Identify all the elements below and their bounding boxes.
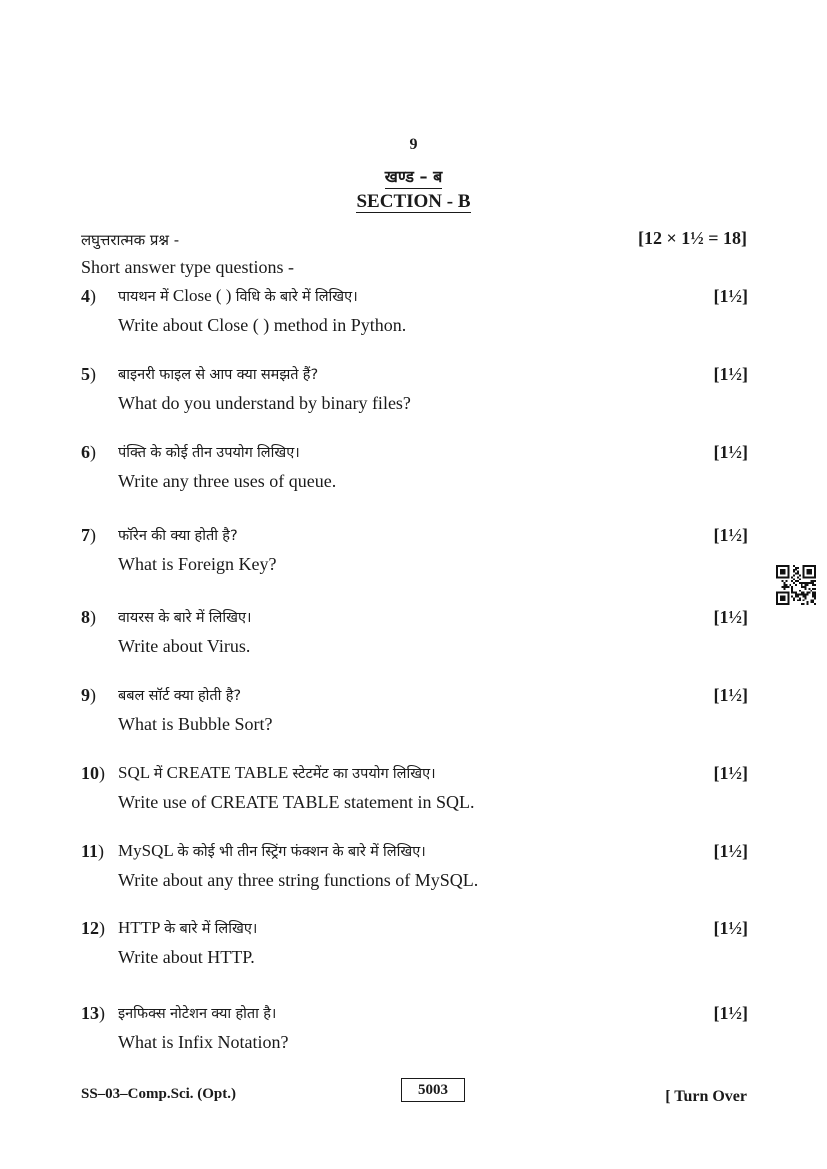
question-item	[81, 685, 748, 737]
question-number: 5)	[81, 364, 96, 384]
question-marks: [1½]	[713, 525, 748, 545]
question-text-hindi: बाइनरी फाइल से आप क्या समझते हैं?	[118, 367, 319, 383]
question-hindi-line	[81, 841, 748, 867]
question-item	[81, 525, 748, 577]
question-text-english: What is Infix Notation?	[118, 1032, 289, 1052]
paper-number-box: 5003	[401, 1078, 465, 1102]
section-title-text: SECTION - B	[356, 191, 471, 212]
question-type-hindi: लघुत्तरात्मक प्रश्न -	[81, 231, 180, 249]
question-number-value: 4	[81, 286, 90, 306]
question-number: 8)	[81, 607, 96, 627]
question-text-hindi: MySQL के कोई भी तीन स्ट्रिंग फंक्शन के बारे में लिखिए।	[118, 841, 426, 860]
question-marks: [1½]	[713, 286, 748, 306]
question-text-english: Write about Virus.	[118, 636, 251, 656]
question-item	[81, 1003, 748, 1055]
question-text-hindi: HTTP के बारे में लिखिए।	[118, 918, 258, 937]
section-title-hindi-text: खण्ड – ब	[385, 167, 443, 189]
question-item	[81, 918, 748, 970]
question-marks: [1½]	[713, 763, 748, 783]
question-type: Short answer type questions -	[81, 257, 294, 277]
question-text-english: What is Foreign Key?	[118, 554, 277, 574]
question-text-hindi: बबल सॉर्ट क्या होती है?	[118, 688, 242, 704]
section-marks: [12 × 1½ = 18]	[637, 228, 747, 248]
question-marks: [1½]	[713, 1003, 748, 1023]
question-hindi-line	[81, 442, 748, 468]
question-item	[81, 607, 748, 659]
question-number-value: 11	[81, 841, 99, 861]
question-item	[81, 763, 748, 815]
question-hindi-line	[81, 918, 748, 944]
question-marks: [1½]	[713, 364, 748, 384]
section-title	[0, 191, 827, 213]
question-number-value: 13	[81, 1003, 99, 1023]
question-marks: [1½]	[713, 442, 748, 462]
question-number: 11)	[81, 841, 105, 861]
turn-over: [ Turn Over	[665, 1088, 747, 1105]
question-marks: [1½]	[713, 607, 748, 627]
question-number-value: 9	[81, 685, 90, 705]
question-text-english: Write about any three string functions of MySQL.	[118, 870, 479, 890]
question-number-value: 7	[81, 525, 90, 545]
question-number-value: 10	[81, 763, 99, 783]
question-marks: [1½]	[713, 918, 748, 938]
question-number: 4)	[81, 286, 96, 306]
question-hindi-line	[81, 525, 748, 551]
question-text-hindi: फॉरेन की क्या होती है?	[118, 528, 238, 544]
question-text-hindi: इनफिक्स नोटेशन क्या होता है।	[118, 1006, 277, 1022]
question-number: 12)	[81, 918, 105, 938]
question-item	[81, 442, 748, 494]
question-marks: [1½]	[713, 841, 748, 861]
question-number-value: 12	[81, 918, 99, 938]
qr-code-icon	[776, 565, 816, 605]
question-text-english: Write about HTTP.	[118, 947, 255, 967]
question-item	[81, 841, 748, 893]
question-item	[81, 286, 748, 338]
page-number: 9	[409, 136, 418, 153]
question-text-english: Write any three uses of queue.	[118, 471, 337, 491]
question-number: 7)	[81, 525, 96, 545]
question-number-value: 6	[81, 442, 90, 462]
question-hindi-line	[81, 685, 748, 711]
question-number: 10)	[81, 763, 105, 783]
question-text-hindi: वायरस के बारे में लिखिए।	[118, 610, 252, 626]
question-hindi-line	[81, 286, 748, 312]
question-number: 13)	[81, 1003, 105, 1023]
question-number-value: 5	[81, 364, 90, 384]
section-title-hindi	[0, 165, 827, 187]
question-marks: [1½]	[713, 685, 748, 705]
question-hindi-line	[81, 364, 748, 390]
question-text-hindi: SQL में CREATE TABLE स्टेटमेंट का उपयोग लिखिए।	[118, 763, 436, 782]
question-text-english: What do you understand by binary files?	[118, 393, 411, 413]
question-number: 6)	[81, 442, 96, 462]
question-text-english: What is Bubble Sort?	[118, 714, 273, 734]
question-text-english: Write use of CREATE TABLE statement in SQL.	[118, 792, 475, 812]
question-number-value: 8	[81, 607, 90, 627]
paper-code: SS–03–Comp.Sci. (Opt.)	[81, 1086, 237, 1102]
question-text-hindi: पंक्ति के कोई तीन उपयोग लिखिए।	[118, 445, 300, 461]
question-text-hindi: पायथन में Close ( ) विधि के बारे में लिखिए।	[118, 286, 358, 305]
question-hindi-line	[81, 607, 748, 633]
question-item	[81, 364, 748, 416]
question-text-english: Write about Close ( ) method in Python.	[118, 315, 407, 335]
question-hindi-line	[81, 763, 748, 789]
question-hindi-line	[81, 1003, 748, 1029]
question-number: 9)	[81, 685, 96, 705]
